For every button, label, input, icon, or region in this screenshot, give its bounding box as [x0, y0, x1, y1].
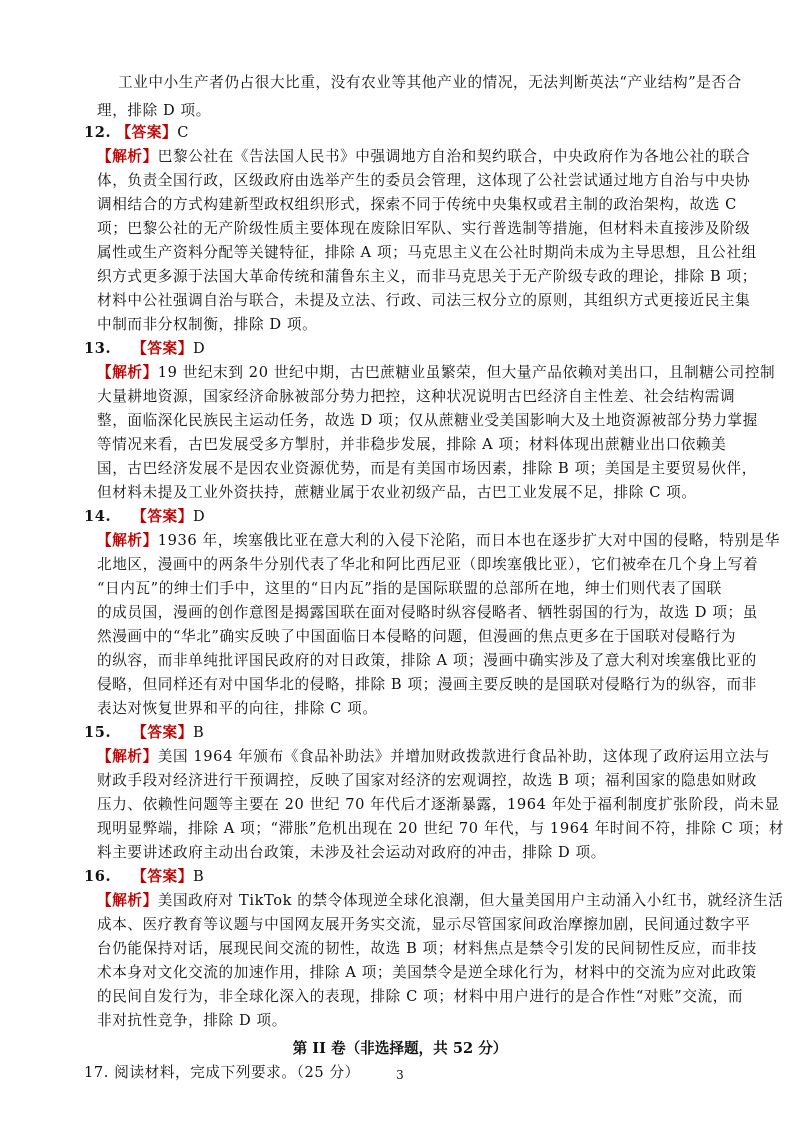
q14-number: 14.: [84, 508, 112, 525]
q13-number: 13.: [84, 340, 112, 357]
q14-analysis-label: 【解析】: [97, 532, 158, 549]
q13-line-2: 大量耕地资源，国家经济命脉被部分势力把控，这种状况说明古巴经济自主性差、社会结构需调: [97, 388, 736, 405]
q12-line-1: [97, 145, 750, 169]
q15-answer-label: 【答案】: [132, 724, 193, 741]
q13-answer-value: D: [192, 340, 206, 357]
q14-text-1: 1936 年，埃塞俄比亚在意大利的入侵下沦陷，而日本也在逐步扩大对中国的侵略，特别是华: [157, 532, 780, 549]
q12-text-1: 巴黎公社在《告法国人民书》中强调地方自治和契约联合，中央政府作为各地公社的联合: [157, 148, 751, 165]
q16-analysis-label: 【解析】: [97, 892, 158, 909]
q16-line-4: 术本身对文化交流的加速作用，排除 A 项；美国禁令是逆全球化行为，材料中的交流为应对此政策: [97, 964, 757, 981]
q14-line-3: “日内瓦”的绅士们手中，这里的“日内瓦”指的是国际联盟的总部所在地，绅士们则代表了国联: [97, 580, 722, 597]
q16-text-1: 美国政府对 TikTok 的禁令体现逆全球化浪潮，但大量美国用户主动涌入小红书，就经济生活: [157, 892, 784, 909]
q12-line-4: 项；巴黎公社的无产阶级性质主要体现在废除旧军队、实行普选制等措施，但材料未直接涉及阶级: [97, 220, 751, 237]
q15-text-1: 美国 1964 年颁布《食品补助法》并增加财政拨款进行食品补助，这体现了政府运用立法与: [157, 748, 770, 765]
q15-number: 15.: [84, 724, 112, 741]
q12-line-2: 体，负责全国行政，区级政府由选举产生的委员会管理，这体现了公社尝试通过地方自治与中央协: [97, 172, 751, 189]
q13-analysis-label: 【解析】: [97, 364, 158, 381]
q15-line-1: [97, 745, 770, 769]
intro-line-1: 工业中小生产者仍占很大比重，没有农业等其他产业的情况，无法判断英法“产业结构”是否合: [118, 74, 742, 91]
q16-answer-label: 【答案】: [132, 868, 193, 885]
q14-answer-value: D: [192, 508, 206, 525]
q14-answer-line: [84, 505, 205, 529]
q12-analysis-label: 【解析】: [97, 148, 158, 165]
intro-line-2: 理，排除 D 项。: [97, 102, 211, 119]
q14-answer-label: 【答案】: [132, 508, 193, 525]
q14-line-4: 的成员国，漫画的创作意图是揭露国联在面对侵略时纵容侵略者、牺牲弱国的行为，故选 D 项；虽: [97, 604, 758, 621]
q15-line-2: 财政手段对经济进行干预调控，反映了国家对经济的宏观调控，故选 B 项；福利国家的隐患如财政: [97, 772, 757, 789]
q14-line-7: 侵略，但同样还有对中国华北的侵略，排除 B 项；漫画主要反映的是国联对侵略行为的纵容，而非: [97, 676, 757, 693]
q12-line-6: 织方式更多源于法国大革命传统和蒲鲁东主义，而非马克思关于无产阶级专政的理论，排除 B 项；: [97, 268, 757, 285]
q14-line-6: 的纵容，而非单纯批评国民政府的对日政策，排除 A 项；漫画中确实涉及了意大利对埃塞俄比亚的: [97, 652, 757, 669]
q12-line-8: 中制而非分权制衡，排除 D 项。: [97, 316, 318, 333]
q13-line-1: [97, 361, 775, 385]
q12-line-5: 属性或生产资料分配等关键特征，排除 A 项；马克思主义在公社时期尚未成为主导思想，且公社组: [97, 244, 757, 261]
q17-prompt: 17. 阅读材料，完成下列要求。（25 分）: [84, 1064, 360, 1081]
q12-answer-label: 【答案】: [116, 124, 178, 141]
q16-line-6: 非对抗性竞争，排除 D 项。: [97, 1012, 287, 1029]
q12-line-7: 材料中公社强调自治与联合，未提及立法、行政、司法三权分立的原则，其组织方式更接近民主集: [97, 292, 751, 309]
section-heading: 第 II 卷（非选择题，共 52 分）: [292, 1040, 508, 1057]
q15-answer-line: [84, 721, 204, 745]
q13-line-3: 整，面临深化民族民主运动任务，故选 D 项；仅从蔗糖业受美国影响大及土地资源被部分势力掌握: [97, 412, 758, 429]
q15-analysis-label: 【解析】: [97, 748, 158, 765]
q14-line-8: 表达对恢复世界和平的向往，排除 C 项。: [97, 700, 378, 717]
page-number: 3: [396, 1068, 404, 1082]
q12-answer-line: [84, 121, 189, 145]
q14-line-2: 北地区，漫画中的两条牛分别代表了华北和阿比西尼亚（即埃塞俄比亚），它们被牵在几个身上写着: [97, 556, 759, 573]
q15-answer-value: B: [192, 724, 205, 741]
q14-line-5: 然漫画中的“华北”确实反映了中国面临日本侵略的问题，但漫画的焦点更多在于国联对侵略行为: [97, 628, 737, 645]
q15-line-5: 料主要讲述政府主动出台政策，未涉及社会运动对政府的冲击，排除 D 项。: [97, 844, 606, 861]
q13-answer-line: [84, 337, 205, 361]
q16-line-2: 成本、医疗教育等议题与中国网友展开务实交流，显示尽管国家间政治摩擦加剧，民间通过数字平: [97, 916, 751, 933]
q16-answer-value: B: [192, 868, 205, 885]
q12-number: 12.: [84, 124, 112, 141]
q13-line-6: 但材料未提及工业外资扶持，蔗糖业属于农业初级产品，古巴工业发展不足，排除 C 项。: [97, 484, 697, 501]
q16-line-1: [97, 889, 784, 913]
q15-line-3: 压力、依赖性问题等主要在 20 世纪 70 年代后才逐渐暴露，1964 年处于福利制度扩张阶段，尚未显: [97, 796, 780, 813]
q16-number: 16.: [84, 868, 112, 885]
q13-text-1: 19 世纪末到 20 世纪中期，古巴蔗糖业虽繁荣，但大量产品依赖对美出口，且制糖公司控制: [157, 364, 776, 381]
q14-line-1: [97, 529, 780, 553]
q15-line-4: 现明显弊端，排除 A 项；“滞胀”危机出现在 20 世纪 70 年代，与 1964 年时间不符，排除 C 项；材: [97, 820, 785, 837]
q13-answer-label: 【答案】: [132, 340, 193, 357]
q16-line-5: 的民间自发行为，非全球化深入的表现，排除 C 项；材料中用户进行的是合作性“对账”交流，而: [97, 988, 744, 1005]
q12-answer-value: C: [177, 124, 190, 141]
q16-line-3: 台仍能保持对话，展现民间交流的韧性，故选 B 项；材料焦点是禁令引发的民间韧性反应，而非技: [97, 940, 757, 957]
q16-answer-line: [84, 865, 204, 889]
q12-line-3: 调相结合的方式构建新型政权组织形式，探索不同于传统中央集权或君主制的政治架构，故选 C: [97, 196, 737, 213]
q13-line-4: 等情况来看，古巴发展受多方掣肘，并非稳步发展，排除 A 项；材料体现出蔗糖业出口依赖美: [97, 436, 727, 453]
q13-line-5: 国，古巴经济发展不是因农业资源优势，而是有美国市场因素，排除 B 项；美国是主要贸易伙伴，: [97, 460, 757, 477]
